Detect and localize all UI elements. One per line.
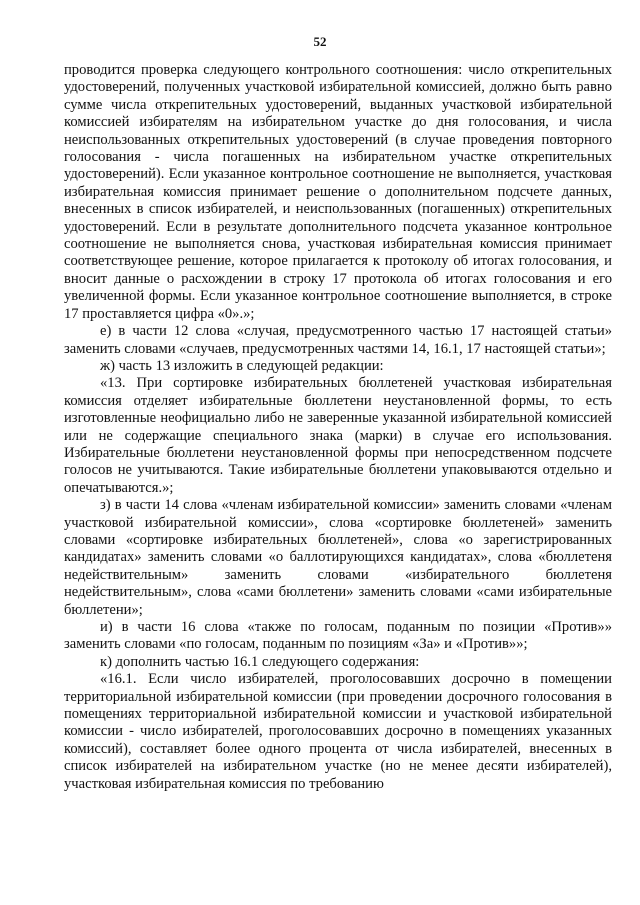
- paragraph-item-i: и) в части 16 слова «также по голосам, поданным по позиции «Против»» заменить словами «по голосам, поданным по позициям «За» и «Против»»;: [64, 619, 612, 653]
- paragraph-part-13: «13. При сортировке избирательных бюллетеней участковая избирательная комиссия отделяет избирательные бюллетени неустановленной формы, то есть изготовленные неофициально либо не заверенные указанной избирательной комиссией или не содержащие специального знака (марки) в случае его использования. Избирательные бюллетени неустановленной формы при непосредственном подсчете голосов не учитываются. Такие избирательные бюллетени упаковываются отдельно и опечатываются.»;: [64, 375, 612, 496]
- paragraph-item-e: е) в части 12 слова «случая, предусмотренного частью 17 настоящей статьи» заменить словами «случаев, предусмотренных частями 14, 16.1, 17 настоящей статьи»;: [64, 323, 612, 357]
- paragraph-continuation: проводится проверка следующего контрольного соотношения: число открепительных удостоверений, полученных участковой избирательной комиссией, должно быть равно сумме числа открепительных удостоверений, выданных участковой избирательной комиссией избирателям на избирательном участке до дня голосования, и числа неиспользованных открепительных удостоверений (в случае проведения повторного голосования - числа погашенных на избирательном участке открепительных удостоверений). Если указанное контрольное соотношение не выполняется, участковая избирательная комиссия принимает решение о дополнительном подсчете данных, внесенных в список избирателей, и неиспользованных (погашенных) открепительных удостоверений. Если в результате дополнительного подсчета указанное контрольное соотношение не выполняется снова, участковая избирательная комиссия принимает соответствующее решение, которое прилагается к протоколу об итогах голосования, и вносит данные о расхождении в строку 17 протокола об итогах голосования и его увеличенной формы. Если указанное контрольное соотношение выполняется, в строке 17 проставляется цифра «0».»;: [64, 62, 612, 322]
- paragraph-item-k: к) дополнить частью 16.1 следующего содержания:: [100, 653, 420, 670]
- page-number: 52: [313, 34, 327, 49]
- paragraph-part-16-1: «16.1. Если число избирателей, проголосовавших досрочно в помещении территориальной избирательной комиссии (при проведении досрочного голосования в помещениях территориальной избирательной комиссии и участковой избирательной комиссии - число избирателей, проголосовавших досрочно в помещениях указанных комиссий), составляет более одного процента от числа избирателей, внесенных в список избирателей на избирательном участке (но не менее десяти избирателей), участковая избирательная комиссия по требованию: [64, 671, 612, 792]
- document-body: [64, 62, 612, 793]
- paragraph-item-z: з) в части 14 слова «членам избирательной комиссии» заменить словами «членам участковой избирательной комиссии», слова «сортировке бюллетеней» заменить словами «сортировке избирательных бюллетеней», слова «о зарегистрированных кандидатах» заменить словами «о баллотирующихся кандидатах», слова «бюллетеня недействительным» заменить словами «избирательного бюллетеня недействительным», слова «сами бюллетени» заменить словами «сами избирательные бюллетени»;: [64, 497, 612, 618]
- paragraph-item-zh: ж) часть 13 изложить в следующей редакции:: [100, 357, 384, 374]
